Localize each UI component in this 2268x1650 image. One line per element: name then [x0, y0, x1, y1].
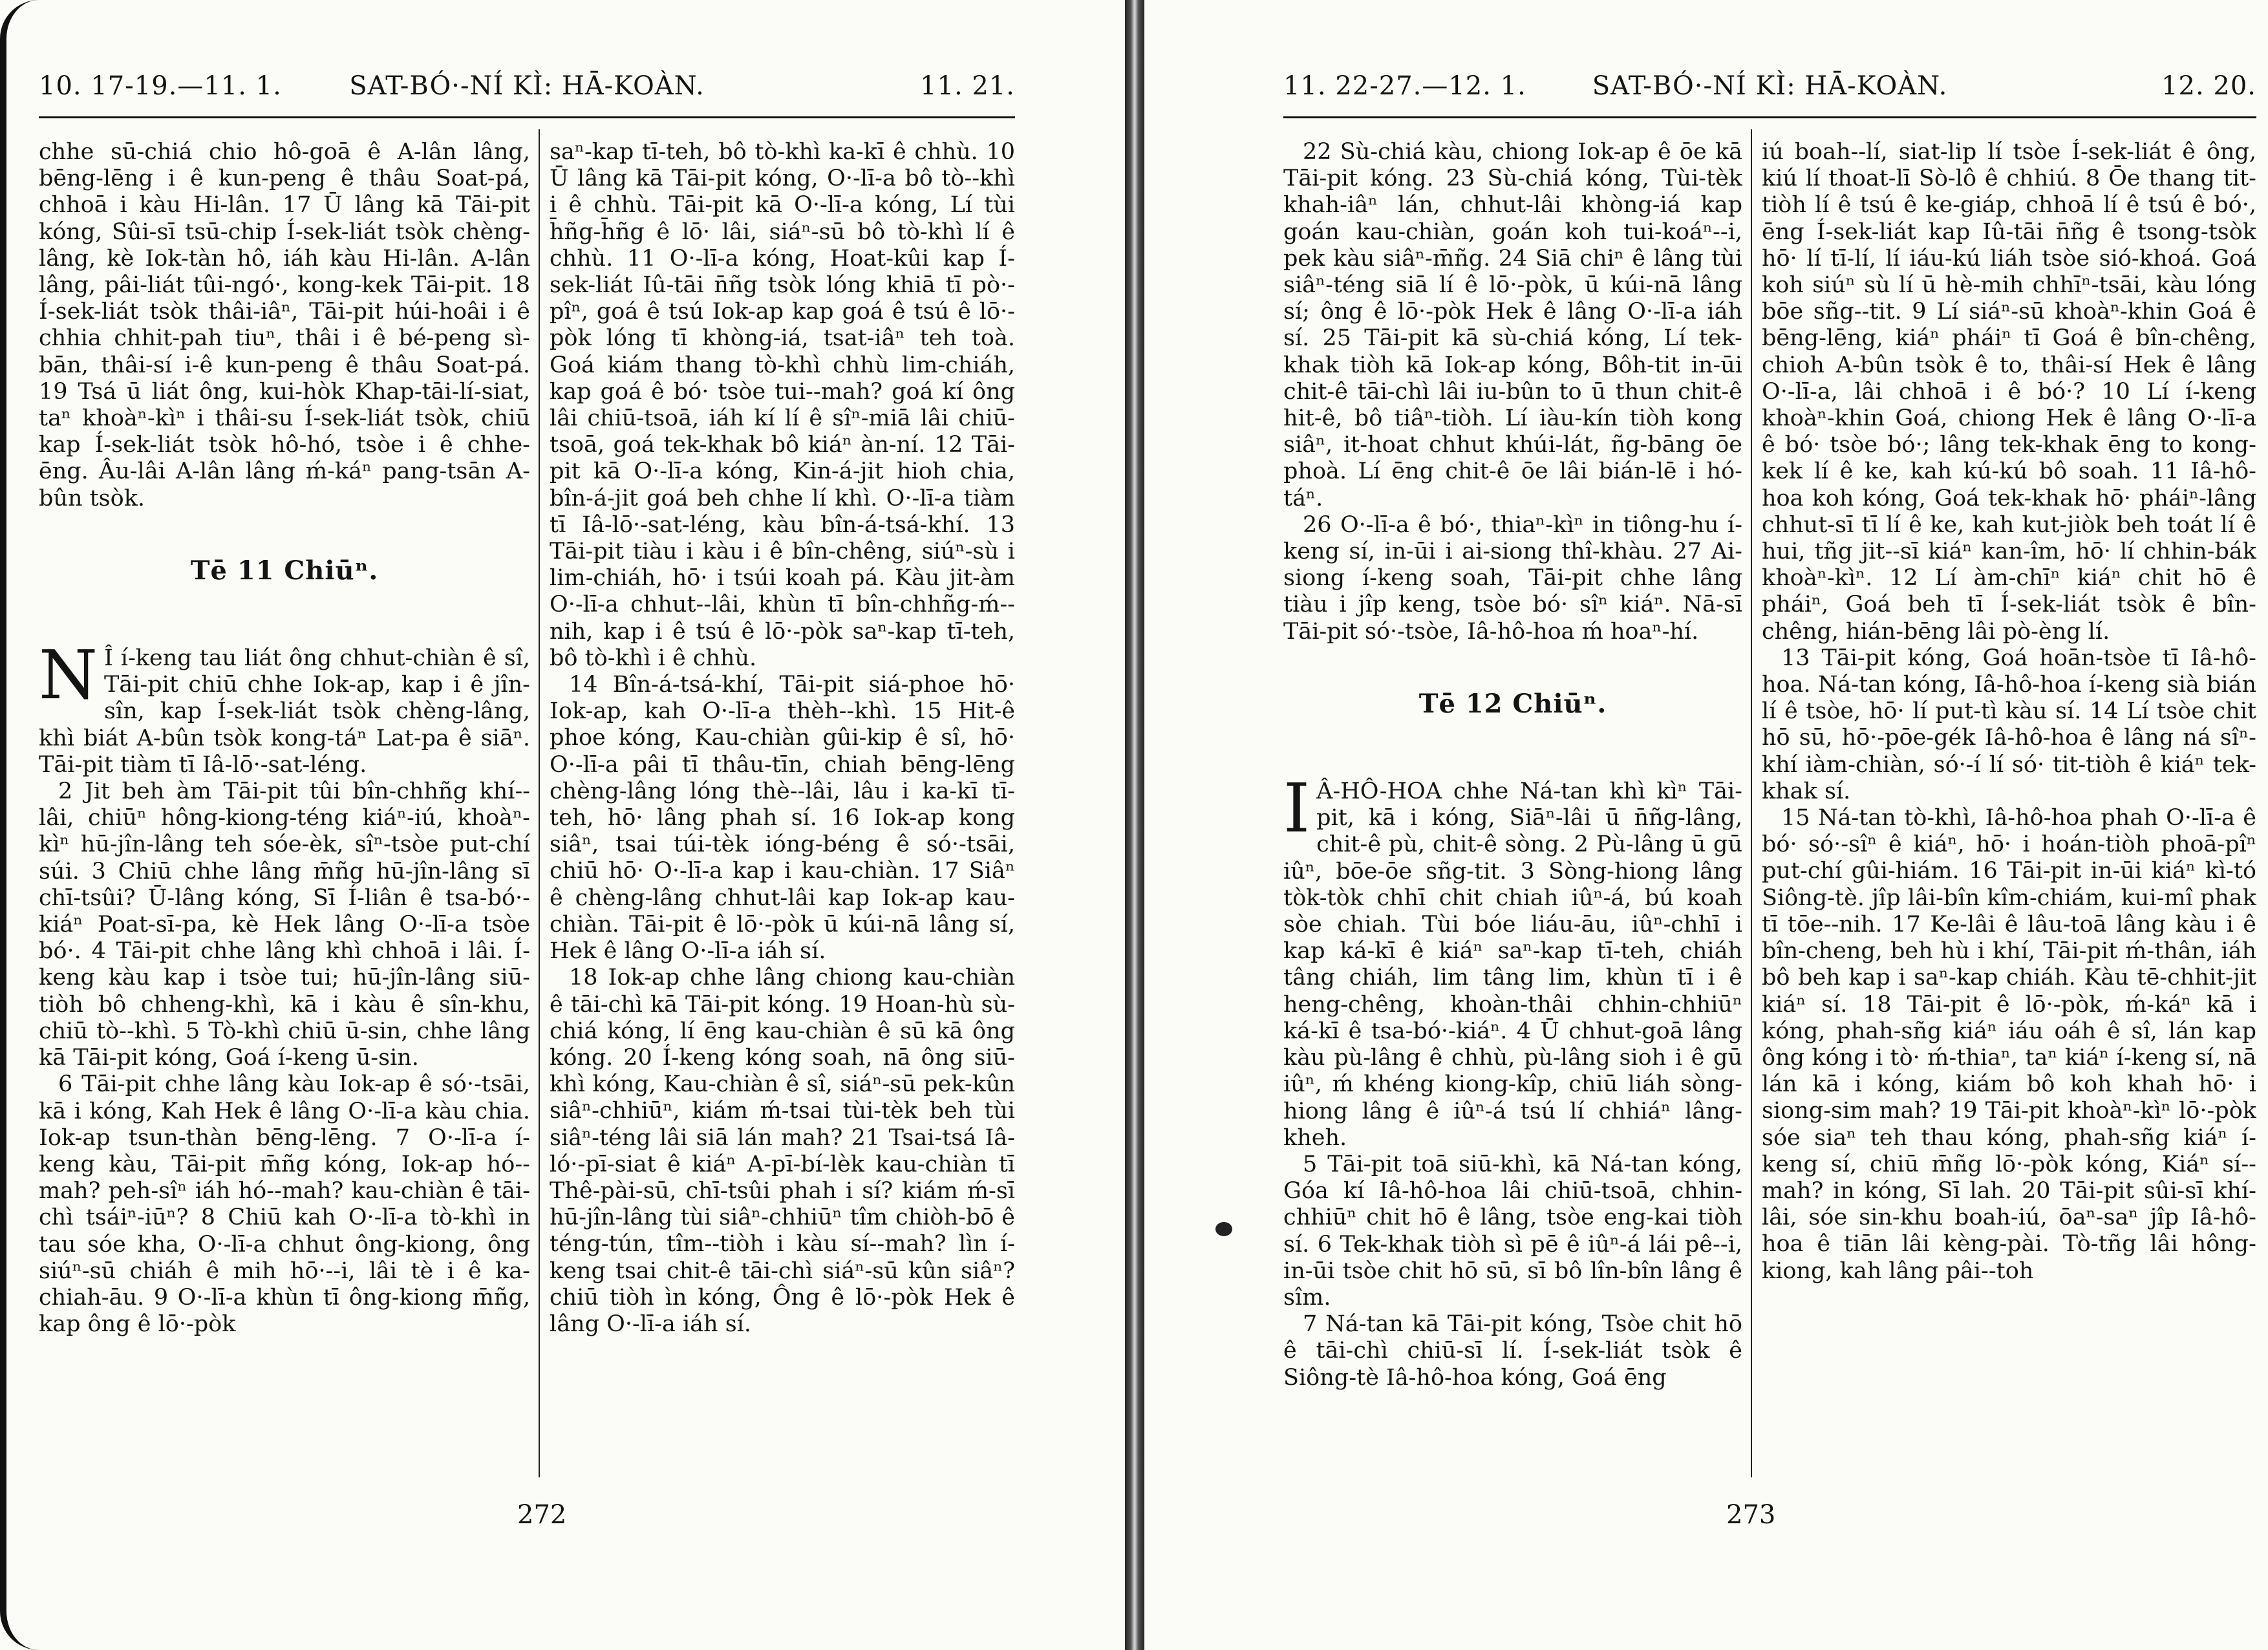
- paragraph: 5 Tāi-pit toā siū-khì, kā Ná-tan kóng, Góa kí Iâ-hô-hoa lâi chiū-tsoā, chhin-chhiūⁿ chit hō ê lâng, tsòe eng-kai tiòh sí. 6 Tek-khak tiòh sì pē ê iûⁿ-á lái pê--i, in-ūi tsòe chit hō sū, sī bô lîn-bîn lâng ê sîm.: [1283, 1151, 1742, 1311]
- verse-range: 10. 17-19.—11. 1.: [39, 71, 282, 101]
- chapter-heading: Tē 12 Chiūⁿ.: [1418, 688, 1607, 719]
- paragraph: 6 Tāi-pit chhe lâng kàu Iok-ap ê só·-tsāi, kā i kóng, Kah Hek ê lâng O·-lī-a kàu chia. Iok-ap tsun-thàn bēng-lēng. 7 O·-lī-a í-keng kàu, Tāi-pit m̄ñg kóng, Iok-ap hó--mah? peh-sîⁿ iáh hó--mah? kau-chiàn ê tāi-chì tsáiⁿ-iūⁿ? 8 Chiū kah O·-lī-a tò-khì in tau sóe kha, O·-lī-a chhut ông-kiong, ông siúⁿ-sū chiáh ê mih hō·--i, lâi tè i ê ka-chiah-āu. 9 O·-lī-a khùn tī ông-kiong m̄ñg, kap ông ê lō·-pòk: [39, 1071, 530, 1338]
- paragraph: chhe sū-chiá chio hô-goā ê A-lân lâng, bēng-lēng i ê kun-peng ê thâu Soat-pá, chhoā i kàu Hi-lân. 17 Ū lâng kā Tāi-pit kóng, Sûi-sī tsū-chip Í-sek-liát tsòk chèng-lâng, kè Iok-tàn hô, iáh kàu Hi-lân. A-lân lâng, pâi-liát tûi-ngó·, kong-kek Tāi-pit. 18 Í-sek-liát tsòk thâi-iâⁿ, Tāi-pit húi-hoâi i ê chhia chhit-pah tiuⁿ, thâi i ê bé-peng sì-bān, thâi-sí i-ê kun-peng ê thâu Soat-pá. 19 Tsá ū liát ông, kui-hòk Khap-tāi-lí-siat, taⁿ khoàⁿ-kìⁿ i thâi-su Í-sek-liát tsòk, chiū kap Í-sek-liát tsòk hô-hó, tsòe i ê chhe-ēng. Âu-lâi A-lân lâng ḿ-káⁿ pang-tsān A-bûn tsòk.: [39, 139, 530, 511]
- book-gutter: [1125, 0, 1144, 1650]
- verse-end: 12. 20.: [2161, 71, 2256, 101]
- ink-blot: [1215, 1222, 1232, 1236]
- paragraph: 13 Tāi-pit kóng, Goá hoān-tsòe tī Iâ-hô-hoa. Ná-tan kóng, Iâ-hô-hoa í-keng sià bián lí ê tsòe, hō· lí put-tì kàu sí. 14 Lí tsòe chit hō sū, hō·-pōe-gék Iâ-hô-hoa ê lâng ná sîⁿ-khí iàm-chiàn, só·-í lí só· tit-tiòh ê kiáⁿ tek-khak sí.: [1762, 645, 2256, 804]
- left-page: [0, 0, 1125, 1650]
- page-number: 272: [517, 1500, 567, 1530]
- drop-cap: N: [39, 636, 98, 715]
- book-title: SAT-BÓ·-NÍ KÌ: HĀ-KOÀN.: [1592, 71, 1948, 101]
- paragraph: 26 O·-lī-a ê bó·, thiaⁿ-kìⁿ in tiông-hu í-keng sí, in-ūi i ai-siong thî-khàu. 27 Ai-siong í-keng soah, Tāi-pit chhe lâng tiàu i jîp keng, tsòe bó· sîⁿ kiáⁿ. Nā-sī Tāi-pit só·-tsòe, Iâ-hô-hoa ḿ hoaⁿ-hí.: [1283, 511, 1742, 645]
- paragraph: 15 Ná-tan tò-khì, Iâ-hô-hoa phah O·-lī-a ê bó· só·-sîⁿ ê kiáⁿ, hō· i hoán-tiòh phoā-pîⁿ put-chí gûi-hiám. 16 Tāi-pit in-ūi kiáⁿ kì-tó Siông-tè. jîp lâi-bîn kîm-chiám, kui-mî phak tī tōe--nih. 17 Ke-lâi ê lâu-toā lâng kàu i ê bîn-cheng, beh hù i khí, Tāi-pit ḿ-thân, iáh bô beh kap i saⁿ-kap chiáh. Kàu tē-chhit-jit kiáⁿ sí. 18 Tāi-pit ê lō·-pòk, ḿ-káⁿ kā i kóng, phah-sñg kiáⁿ iáu oáh ê sî, lán kap ông kóng i tò· ḿ-thiaⁿ, taⁿ kiáⁿ í-keng sí, nā lán kā i kóng, kiám bô koh khah hō· i siong-sim mah? 19 Tāi-pit khoàⁿ-kìⁿ lō·-pòk sóe siaⁿ teh thau kóng, phah-sñg kiáⁿ í-keng sí, chiū m̄ñg lō·-pòk kóng, Kiáⁿ sí--mah? in kóng, Sī lah. 20 Tāi-pit sûi-sī khí-lâi, sóe sin-khu boah-iú, ōaⁿ-saⁿ jîp Iâ-hô-hoa ê tiān lâi kèng-pài. Tò-tñg lâi hông-kiong, kah lâng pâi--toh: [1762, 805, 2256, 1284]
- running-header-right: [1283, 71, 2256, 118]
- running-header-left: [39, 71, 1015, 118]
- text-column-2: [550, 139, 1015, 1477]
- text-column-1: [1283, 139, 1742, 1477]
- text-column-1: [39, 139, 530, 1477]
- paragraph: iú boah--lí, siat-lip lí tsòe Í-sek-liát ê ông, kiú lí thoat-lī Sò-lô ê chhiú. 8 Ōe thang tit-tiòh lí ê tsú ê ke-giáp, chhoā lí ê tsú ê bó·, ēng Í-sek-liát kap Iû-tāi n̄ñg ê tsong-tsòk hō· lí tī-lí, lí iáu-kú liáh tsòe sió-khoá. Goá koh siúⁿ sù lí ū hè-mih chhīⁿ-tsāi, kàu lóng bōe sñg--tit. 9 Lí siáⁿ-sū khoàⁿ-khin Goá ê bēng-lēng, kiáⁿ pháiⁿ tī Goá ê bîn-chêng, chioh A-bûn tsòk ê to, thâi-sí Hek ê lâng O·-lī-a, lâi chhoā i ê bó·? 10 Lí í-keng khoàⁿ-khin Goá, chiong Hek ê lâng O·-lī-a ê bó· tsòe bó·; lâng tek-khak ēng to kong-kek lí ê ke, kah kú-kú bô soah. 11 Iâ-hô-hoa koh kóng, Goá tek-khak hō· pháiⁿ-lâng chhut-sī tī lí ê ke, kah kut-jiòk beh toát lí ê hui, tñg jit--sī kiáⁿ kan-îm, hō· lí chhin-bák khoàⁿ-kìⁿ. 12 Lí àm-chīⁿ kiáⁿ chit hō ê pháiⁿ, Goá beh tī Í-sek-liát tsòk ê bîn-chêng, hián-bēng lâi pò-èng lí.: [1762, 139, 2256, 645]
- verse-range: 11. 22-27.—12. 1.: [1283, 71, 1526, 101]
- verse-end: 11. 21.: [920, 71, 1015, 101]
- text-column-2: [1762, 139, 2256, 1477]
- chapter-heading: Tē 11 Chiūⁿ.: [190, 555, 379, 586]
- paragraph: N Î í-keng tau liát ông chhut-chiàn ê sî, Tāi-pit chiū chhe Iok-ap, kap i ê jîn-sîn, kap Í-sek-liát tsòk chèng-lâng, khì biát A-bûn tsòk kong-táⁿ Lat-pa ê siāⁿ. Tāi-pit tiàm tī Iâ-lō·-sat-léng.: [39, 636, 530, 778]
- paragraph: I Â-HÔ-HOA chhe Ná-tan khì kìⁿ Tāi-pit, kā i kóng, Siāⁿ-lâi ū n̄ñg-lâng, chit-ê pù, chit-ê sòng. 2 Pù-lâng ū gū iûⁿ, bōe-ōe sñg-tit. 3 Sòng-hiong lâng tòk-tòk chhī chit chiah iûⁿ-á, bú koah sòe chiah. Tùi bóe liáu-āu, iûⁿ-chhī i kap ká-kī ê kiáⁿ saⁿ-kap tī-teh, chiáh tâng chiáh, lim tâng lim, khùn tī i ê heng-chêng, khoàn-thâi chhin-chhiūⁿ ká-kī ê tsa-bó·-kiáⁿ. 4 Ū chhut-goā lâng kàu pù-lâng ê chhù, pù-lâng sioh i ê gū iûⁿ, ḿ khéng kiong-kîp, chiū liáh sòng-hiong lâng ê iûⁿ-á tsú lí chhiáⁿ lâng-kheh.: [1283, 769, 1742, 1151]
- paragraph: 22 Sù-chiá kàu, chiong Iok-ap ê ōe kā Tāi-pit kóng. 23 Sù-chiá kóng, Tùi-tèk khah-iâⁿ lán, chhut-lâi khòng-iá kap goán kau-chiàn, goán koh tui-koáⁿ--i, pek kàu siâⁿ-m̄ñg. 24 Siā chiⁿ ê lâng tùi siâⁿ-téng siā lí ê lō·-pòk, ū kúi-nā lâng sí; ông ê lō·-pòk Hek ê lâng O·-lī-a iáh sí. 25 Tāi-pit kā sù-chiá kóng, Lí tek-khak tiòh kā Iok-ap kóng, Bôh-tit in-ūi chit-ê tāi-chì lâi iu-bûn to ū thun chit-ê hit-ê, bô tiâⁿ-tiòh. Lí iàu-kín tiòh kong siâⁿ, it-hoat chhut khúi-lát, ñg-bāng ōe phoà. Lí ēng chit-ê ōe lâi bián-lē i hó-táⁿ.: [1283, 139, 1742, 511]
- right-page: [1144, 0, 2268, 1650]
- book-title: SAT-BÓ·-NÍ KÌ: HĀ-KOÀN.: [349, 71, 705, 101]
- column-rule: [539, 129, 540, 1477]
- paragraph: 2 Jit beh àm Tāi-pit tûi bîn-chhñg khí--lâi, chiūⁿ hông-kiong-téng kiáⁿ-iú, khoàⁿ-kìⁿ hū-jîn-lâng teh sóe-èk, sîⁿ-tsòe put-chí súi. 3 Chiū chhe lâng m̄ñg hū-jîn-lâng sī chī-tsûi? Ū-lâng kóng, Sī Í-liân ê tsa-bó·-kiáⁿ Poat-sī-pa, kè Hek lâng O·-lī-a tsòe bó·. 4 Tāi-pit chhe lâng khì chhoā i lâi. Í-keng kàu kap i tsòe tui; hū-jîn-lâng siū-tiòh bô chheng-khì, kā i kàu ê sîn-khu, chiū tò--khì. 5 Tò-khì chiū ū-sin, chhe lâng kā Tāi-pit kóng, Goá í-keng ū-sin.: [39, 778, 530, 1071]
- paragraph: 18 Iok-ap chhe lâng chiong kau-chiàn ê tāi-chì kā Tāi-pit kóng. 19 Hoan-hù sù-chiá kóng, lí ēng kau-chiàn ê sū kā ông kóng. 20 Í-keng kóng soah, nā ông siū-khì kóng, Kau-chiàn ê sî, siáⁿ-sū pek-kûn siâⁿ-chhiūⁿ, kiám ḿ-tsai tùi-tèk beh tùi siâⁿ-téng lâi siā lán mah? 21 Tsai-tsá Iâ-ló·-pī-siat ê kiáⁿ A-pī-bí-lèk kau-chiàn tī Thê-pài-sū, chī-tsûi phah i sí? kiám ḿ-sī hū-jîn-lâng tùi siâⁿ-chhiūⁿ tîm chiòh-bō ê téng-tún, tîm--tiòh i kàu sí--mah? lìn í-keng tsai chit-ê tāi-chì siáⁿ-sū kûn siâⁿ? chiū tiòh ìn kóng, Ông ê lō·-pòk Hek ê lâng O·-lī-a iáh sí.: [550, 965, 1015, 1337]
- paragraph: saⁿ-kap tī-teh, bô tò-khì ka-kī ê chhù. 10 Ū lâng kā Tāi-pit kóng, O·-lī-a bô tò--khì i ê chhù. Tāi-pit kā O·-lī-a kóng, Lí tùi h̄ñg-h̄ñg ê lō· lâi, siáⁿ-sū bô tò-khì lí ê chhù. 11 O·-lī-a kóng, Hoat-kûi kap Í-sek-liát Iû-tāi n̄ñg tsòk lóng khiā tī pò·-pîⁿ, goá ê tsú Iok-ap kap goá ê tsú ê lō·-pòk lóng tī khòng-iá, tsat-iâⁿ teh toà. Goá kiám thang tò-khì chhù lim-chiáh, kap goá ê bó· tsòe tui--mah? goá kí ông lâi chiū-tsoā, iáh kí lí ê sîⁿ-miā lâi chiū-tsoā, goá tek-khak bô kiáⁿ àn-ní. 12 Tāi-pit kā O·-lī-a kóng, Kin-á-jit hioh chia, bîn-á-jit goá beh chhe lí khì. O·-lī-a tiàm tī Iâ-lō·-sat-léng, kàu bîn-á-tsá-khí. 13 Tāi-pit tiàu i kàu i ê bîn-chêng, siúⁿ-sù i lim-chiáh, hō· i tsúi koah pá. Kàu jit-àm O·-lī-a chhut--lâi, khùn tī bîn-chhñg-ḿ--nih, kap i ê tsú ê lō·-pòk saⁿ-kap tī-teh, bô tò-khì i ê chhù.: [550, 139, 1015, 671]
- drop-cap: I: [1283, 769, 1311, 848]
- page-number: 273: [1726, 1500, 1776, 1530]
- paragraph: 7 Ná-tan kā Tāi-pit kóng, Tsòe chit hō ê tāi-chì chiū-sī lí. Í-sek-liát tsòk ê Siông-tè Iâ-hô-hoa kóng, Goá ēng: [1283, 1311, 1742, 1391]
- column-rule: [1751, 129, 1752, 1477]
- paragraph: 14 Bîn-á-tsá-khí, Tāi-pit siá-phoe hō· Iok-ap, kah O·-lī-a thèh--khì. 15 Hit-ê phoe kóng, Kau-chiàn gûi-kip ê sî, hō· O·-lī-a pâi tī thâu-tīn, chiah bēng-lēng chèng-lâng lóng thè--lâi, lâu i ka-kī tī-teh, hō· lâng phah sí. 16 Iok-ap kong siâⁿ, tsai túi-tèk ióng-béng ê só·-tsāi, chiū hō· O·-lī-a kap i kau-chiàn. 17 Siâⁿ ê chèng-lâng chhut-lâi kap Iok-ap kau-chiàn. Tāi-pit ê lō·-pòk ū kúi-nā lâng sí, Hek ê lâng O·-lī-a iáh sí.: [550, 672, 1015, 965]
